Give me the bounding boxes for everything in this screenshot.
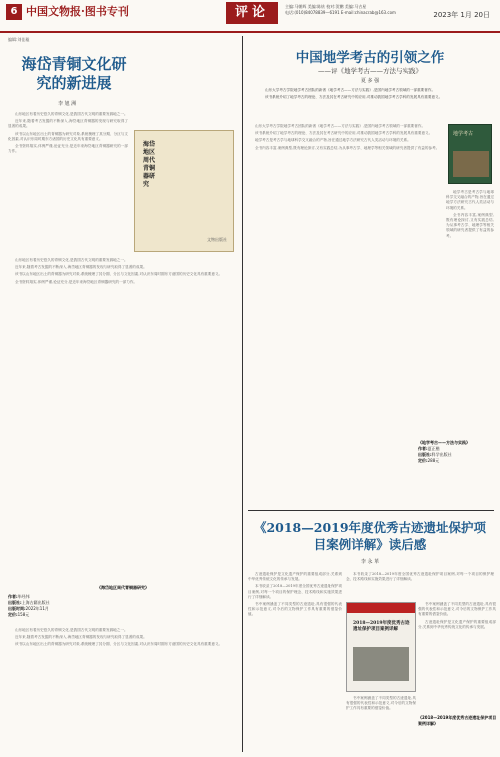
paragraph: 近年来,随着考古发掘的不断深入,海岱地区青铜器的发现与研究取得了显著的成果。 [8, 119, 128, 129]
info-label: 定价: [8, 612, 18, 617]
paragraph: 书中案例涵盖了不同类型的古迹遗址,具有很强的代表性和示范意义,对今后的文物保护工作具有重要的借鉴价值。 [248, 602, 342, 617]
article3-book-cover [346, 602, 416, 692]
article1-caption: 《海岱地区周代青铜器研究》 [97, 585, 149, 590]
book-cover-title: 2018—2019年度优秀古迹遗址保护项目案例详解 [353, 621, 410, 632]
contact-info [285, 4, 415, 16]
article1-body [8, 258, 236, 578]
paragraph: 本书收录了2018—2019年度全国优秀古迹遗址保护项目案例,对每一个项目的保护理念、技术路线和实施效果进行了详细解读。 [248, 584, 342, 599]
paragraph: 古迹遗址保护是文化遗产保护的重要组成部分,关系到中华优秀传统文化的传承与发展。 [418, 619, 496, 629]
info-title: 《地学考古——方法与实践》 [418, 440, 470, 445]
article3-body-right [418, 602, 496, 712]
article2-lead [258, 88, 490, 122]
info-label: 定价: [418, 458, 428, 463]
paragraph: 山东大学考古学院地学考古团队的新著《地学考古——方法与实践》,是国内地学考古领域的一部重要著作。 [255, 124, 426, 128]
article2-subtitle: ——评《地学考古——方法与实践》 [318, 67, 422, 75]
paragraph: 书中案例涵盖了不同类型的古迹遗址,具有很强的代表性和示范意义,对今后的文物保护工作具有重要的借鉴价值。 [418, 602, 496, 617]
paragraph: 山东地区有着历史悠久的青铜文化,是我国古代文明的重要发源地之一。 [15, 258, 128, 262]
masthead [0, 0, 500, 33]
article1-lead [134, 112, 236, 126]
article1-title: 海岱青铜文化研究的新进展 [21, 55, 127, 92]
paragraph: 山东地区有着历史悠久的青铜文化,是我国古代文明的重要发源地之一。 [15, 628, 128, 632]
contact-line: 主编:马朝辉 美编:陈炫 校对:贺鹏 美编:马吉星 [285, 4, 367, 9]
page-number: 6 [6, 4, 22, 20]
paragraph: 该书以山东地区出土的青铜器为研究对象,系统梳理了其分期、分区与文化因素,对认识东周时期东方诸国的历史文化具有重要意义。 [15, 272, 223, 277]
info-label: 出版时间: [8, 606, 26, 611]
info-author: 毕经纬 [17, 594, 30, 599]
info-row [8, 612, 128, 618]
article2-title: 中国地学考古的引领之作 [295, 50, 445, 66]
paragraph: 全书资料翔实,体例严谨,论证充分,是近年来海岱地区青铜器研究的一部力作。 [15, 279, 138, 284]
book-cover-publisher: 文物出版社 [207, 237, 227, 242]
paragraph: 全书内容丰富,案例典型,既有理论探讨,又有实践总结,为从事考古学、地理学等相关领域的研究者提供了有益的参考。 [446, 212, 494, 238]
article1-book-cover [134, 130, 234, 252]
paragraph: 全书资料翔实,体例严谨,论证充分,是近年来海岱地区青铜器研究的一部力作。 [8, 144, 128, 154]
column-divider [242, 36, 243, 752]
issue-date: 2023年 1月 20日 [433, 11, 490, 19]
editor-credit: 编辑:刘佳璇 [8, 37, 30, 42]
info-publisher: 上海古籍出版社 [21, 600, 50, 605]
article3-caption: 《2018—2019年度优秀古迹遗址保护项目案例详解》 [418, 715, 497, 726]
paragraph: 山东地区有着历史悠久的青铜文化,是我国古代文明的重要发源地之一。 [15, 112, 128, 116]
info-label: 出版社: [8, 600, 22, 605]
paragraph: 该书系统介绍了地学考古的理论、方法及其在考古研究中的应用,对推动我国地学考古学科的发展具有重要意义。 [255, 131, 433, 136]
paragraph: 古迹遗址保护是文化遗产保护的重要组成部分,关系到中华优秀传统文化的传承与发展。 [248, 572, 342, 582]
paragraph: 本书收录了2018—2019年度全国优秀古迹遗址保护项目案例,对每一个项目的保护理念、技术路线和实施效果进行了详细解读。 [346, 572, 494, 582]
paragraph: 近年来,随着考古发掘的不断深入,海岱地区青铜器的发现与研究取得了显著的成果。 [15, 265, 147, 270]
article3-body-bottom [346, 696, 416, 752]
book-cover-title: 海岱地区周代青铜器研究 [143, 141, 156, 188]
article3-title: 《2018—2019年度优秀古迹遗址保护项目案例详解》读后感 [253, 520, 487, 552]
paper-name: 中国文物报·图书专刊 [26, 5, 129, 18]
article2-book-cover [448, 124, 492, 184]
section-label: 评论 [226, 2, 278, 24]
article2-author: 夏 多 强 [360, 78, 380, 84]
paragraph: 地学考古是考古学与地球科学交叉融合的产物,旨在通过地学方法研究古代人类活动与环境的关系。 [255, 138, 411, 143]
contact-line: 电话:(010)84078839—6191 E-mail:chinacrab@163.com [285, 10, 396, 15]
info-label: 出版社: [418, 452, 432, 457]
article3-body-top [346, 572, 494, 600]
article2-body-right [446, 190, 494, 480]
article1-author: 李 旭 洲 [58, 101, 77, 107]
paragraph: 近年来,随着考古发掘的不断深入,海岱地区青铜器的发现与研究取得了显著的成果。 [15, 635, 147, 640]
paragraph: 该书以山东地区出土的青铜器为研究对象,系统梳理了其分期、分区与文化因素,对认识东周时期东方诸国的历史文化具有重要意义。 [8, 131, 128, 141]
article1-body-end [8, 628, 236, 752]
info-row [418, 458, 498, 464]
info-price: 158元 [17, 612, 30, 617]
book-cover-image [353, 647, 409, 681]
section-divider [248, 510, 494, 511]
info-label: 作者: [418, 446, 428, 451]
info-label: 作者: [8, 594, 18, 599]
info-price: 288元 [427, 458, 440, 463]
book-cover-band [347, 603, 415, 613]
article2-book-info [418, 440, 498, 464]
info-author: 夏正楷 [427, 446, 440, 451]
paragraph: 地学考古是考古学与地球科学交叉融合的产物,旨在通过地学方法研究古代人类活动与环境的关系。 [446, 190, 494, 210]
article3-author: 李 永 革 [360, 559, 380, 565]
info-publisher: 科学出版社 [431, 452, 452, 457]
book-cover-title: 地学考古 [453, 131, 474, 137]
article1-book-info [8, 594, 128, 618]
paragraph: 该书以山东地区出土的青铜器为研究对象,系统梳理了其分期、分区与文化因素,对认识东周时期东方诸国的历史文化具有重要意义。 [15, 642, 223, 647]
article3-body-left [248, 572, 342, 752]
book-cover-image [453, 151, 489, 177]
article2-body [248, 124, 442, 504]
article1-col-left [8, 112, 128, 252]
paragraph: 山东大学考古学院地学考古团队的新著《地学考古——方法与实践》,是国内地学考古领域的一部重要著作。 [265, 88, 436, 92]
paragraph: 该书系统介绍了地学考古的理论、方法及其在考古研究中的应用,对推动我国地学考古学科的发展具有重要意义。 [265, 95, 443, 100]
paragraph: 全书内容丰富,案例典型,既有理论探讨,又有实践总结,为从事考古学、地理学等相关领域的研究者提供了有益的参考。 [255, 145, 440, 150]
info-date: 2022年11月 [25, 606, 49, 611]
paragraph: 书中案例涵盖了不同类型的古迹遗址,具有很强的代表性和示范意义,对今后的文物保护工作具有重要的借鉴价值。 [346, 696, 416, 711]
